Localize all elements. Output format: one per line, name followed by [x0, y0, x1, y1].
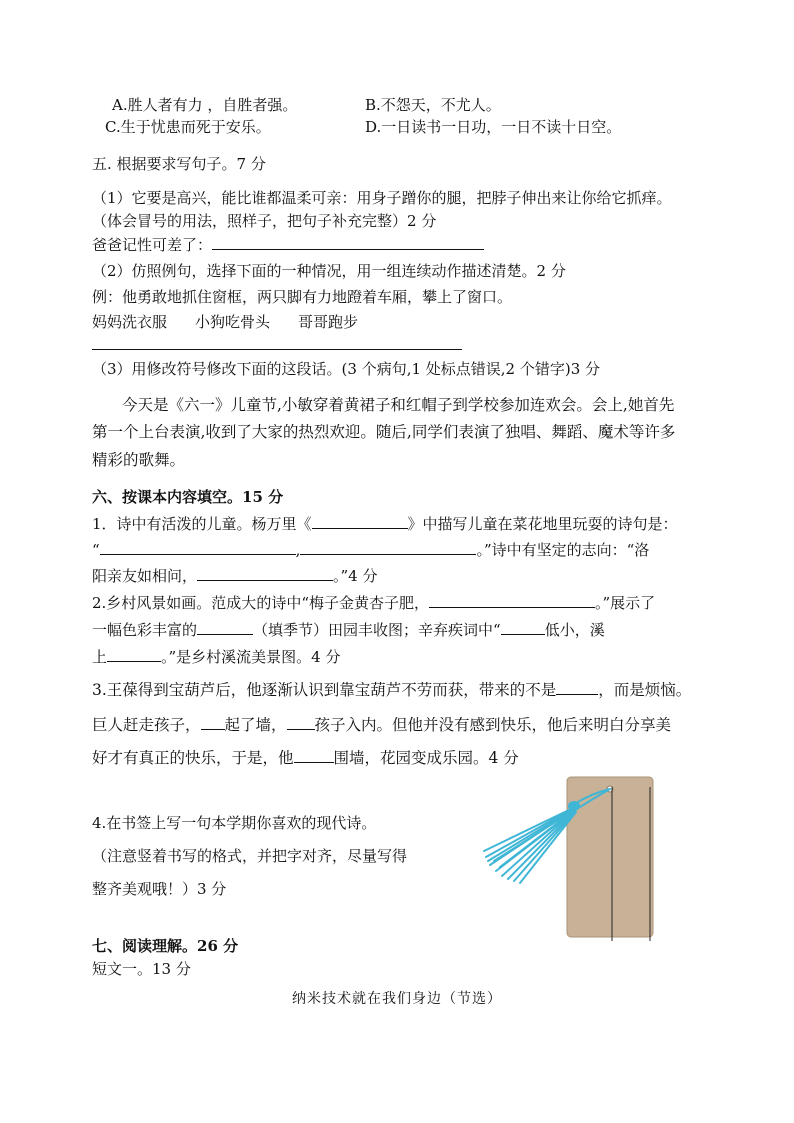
section6-heading: 六、按课本内容填空。15 分: [92, 488, 284, 506]
s6-q3-text-g: 围墙，花园变成乐园。4 分: [333, 749, 519, 767]
s6-q4-line1: 4.在书签上写一句本学期你喜欢的现代诗。: [92, 814, 377, 832]
s6-q2-blank-2[interactable]: [501, 619, 545, 635]
s6-q1-text-e: 。”诗中有坚定的志向：“洛: [476, 541, 650, 559]
s6-q2-text-b: 。”展示了: [594, 594, 656, 612]
option-a: A.胜人者有力 ，自胜者强。: [112, 96, 298, 114]
s6-q4-line3: 整齐美观哦！）3 分: [92, 880, 227, 898]
passage-title: 纳米技术就在我们身边（节选）: [292, 991, 502, 1007]
s6-q2-text-f: 上: [92, 648, 108, 666]
option-d: D.一日读书一日功，一日不读十日空。: [365, 118, 622, 136]
s5-q2-choice-3: 哥哥跑步: [298, 313, 359, 331]
s5-q3-para1: 今天是《六一》儿童节,小敏穿着黄裙子和红帽子到学校参加连欢会。会上,她首先: [122, 396, 675, 414]
s6-q2-text-a: 2.乡村风景如画。范成大的诗中“梅子金黄杏子肥，: [92, 594, 429, 612]
s5-q1-answer-prefix: 爸爸记性可差了：: [92, 236, 213, 254]
s6-q2-line2: [92, 619, 605, 641]
s5-q2-choice-2: 小狗吃骨头: [195, 313, 271, 331]
s6-q1-blank-3[interactable]: [197, 565, 333, 581]
option-c: C.生于忧患而死于安乐。: [105, 118, 271, 136]
s6-q1-line1: [92, 513, 678, 535]
s5-q1-line2: （体会冒号的用法，照样子，把句子补充完整）2 分: [92, 212, 437, 230]
s6-q3-line3: [92, 747, 519, 769]
s6-q1-blank-title[interactable]: [312, 513, 408, 529]
s6-q3-line2: [92, 714, 671, 736]
s6-q3-text-d: 起了墙，: [224, 716, 287, 734]
s6-q1-blank-2[interactable]: [300, 539, 476, 555]
s6-q3-text-f: 好才有真正的快乐，于是，他: [92, 749, 294, 767]
s5-q2-example: 例：他勇敢地抓住窗框，两只脚有力地蹬着车厢，攀上了窗口。: [92, 288, 513, 306]
s6-q1-text-a: 1．诗中有活泼的儿童。杨万里《: [92, 515, 312, 533]
s6-q3-text-a: 3.王葆得到宝葫芦后，他逐渐认识到靠宝葫芦不劳而获，带来的不是: [92, 681, 557, 699]
s6-q2-blank-3[interactable]: [107, 646, 161, 662]
s5-q3-para3: 精彩的歌舞。: [92, 451, 186, 469]
s6-q3-text-c: 巨人赶走孩子，: [92, 716, 201, 734]
s5-q1-line1: （1）它要是高兴，能比谁都温柔可亲：用身子蹭你的腿，把脖子伸出来让你给它抓痒。: [92, 189, 672, 207]
s6-q3-blank-2[interactable]: [201, 714, 225, 730]
s6-q3-line1: [92, 679, 691, 701]
s6-q3-text-e: 孩子入内。但他并没有感到快乐，他后来明白分享美: [314, 716, 672, 734]
s6-q2-text-e: 低小，溪: [544, 621, 605, 639]
s6-q2-line1: [92, 592, 655, 614]
s5-q3-line1: （3）用修改符号修改下面的这段话。(3 个病句,1 处标点错误,2 个错字)3 分: [92, 360, 601, 378]
s6-q3-blank-3[interactable]: [287, 714, 315, 730]
s6-q1-line2: [92, 539, 649, 561]
bookmark-image: [478, 775, 668, 945]
s5-q2-answer-line[interactable]: [92, 349, 462, 350]
s5-q3-para2: 第一个上台表演,收到了大家的热烈欢迎。随后,同学们表演了独唱、舞蹈、魔术等许多: [92, 423, 676, 441]
s6-q2-blank-1[interactable]: [429, 592, 595, 608]
s6-q1-line3: [92, 565, 378, 587]
s6-q3-blank-1[interactable]: [556, 679, 598, 695]
s5-q1-blank[interactable]: [212, 234, 484, 250]
section7-heading: 七、阅读理解。26 分: [92, 937, 239, 955]
s6-q2-text-c: 一幅色彩丰富的: [92, 621, 198, 639]
section7-sub: 短文一。13 分: [92, 960, 191, 978]
s6-q1-text-g: 。”4 分: [333, 567, 378, 585]
s6-q1-text-d: ,: [295, 541, 301, 559]
s5-q2-line1: （2）仿照例句，选择下面的一种情况，用一组连续动作描述清楚。2 分: [92, 262, 566, 280]
option-b: B.不怨天，不尤人。: [365, 96, 501, 114]
s6-q3-text-b: ，而是烦恼。: [598, 681, 692, 699]
s5-q2-choices: [92, 311, 358, 333]
s6-q2-text-d: （填季节）田园丰收图；辛弃疾词中“: [253, 621, 501, 639]
s6-q3-blank-4[interactable]: [294, 747, 334, 763]
s6-q1-text-f: 阳亲友如相问，: [92, 567, 198, 585]
s6-q2-blank-season[interactable]: [197, 619, 253, 635]
s6-q1-blank-1[interactable]: [100, 539, 296, 555]
s6-q1-text-c: “: [92, 541, 100, 559]
s6-q1-text-b: 》中描写儿童在菜花地里玩耍的诗句是：: [407, 515, 678, 533]
s6-q2-text-g: 。”是乡村溪流美景图。4 分: [161, 648, 341, 666]
s5-q1-answer: [92, 234, 484, 256]
section5-heading: 五. 根据要求写句子。7 分: [92, 155, 266, 173]
s5-q2-choice-1: 妈妈洗衣服: [92, 313, 168, 331]
s6-q2-line3: [92, 646, 341, 668]
s6-q4-line2: （注意竖着书写的格式，并把字对齐，尽量写得: [92, 847, 408, 865]
